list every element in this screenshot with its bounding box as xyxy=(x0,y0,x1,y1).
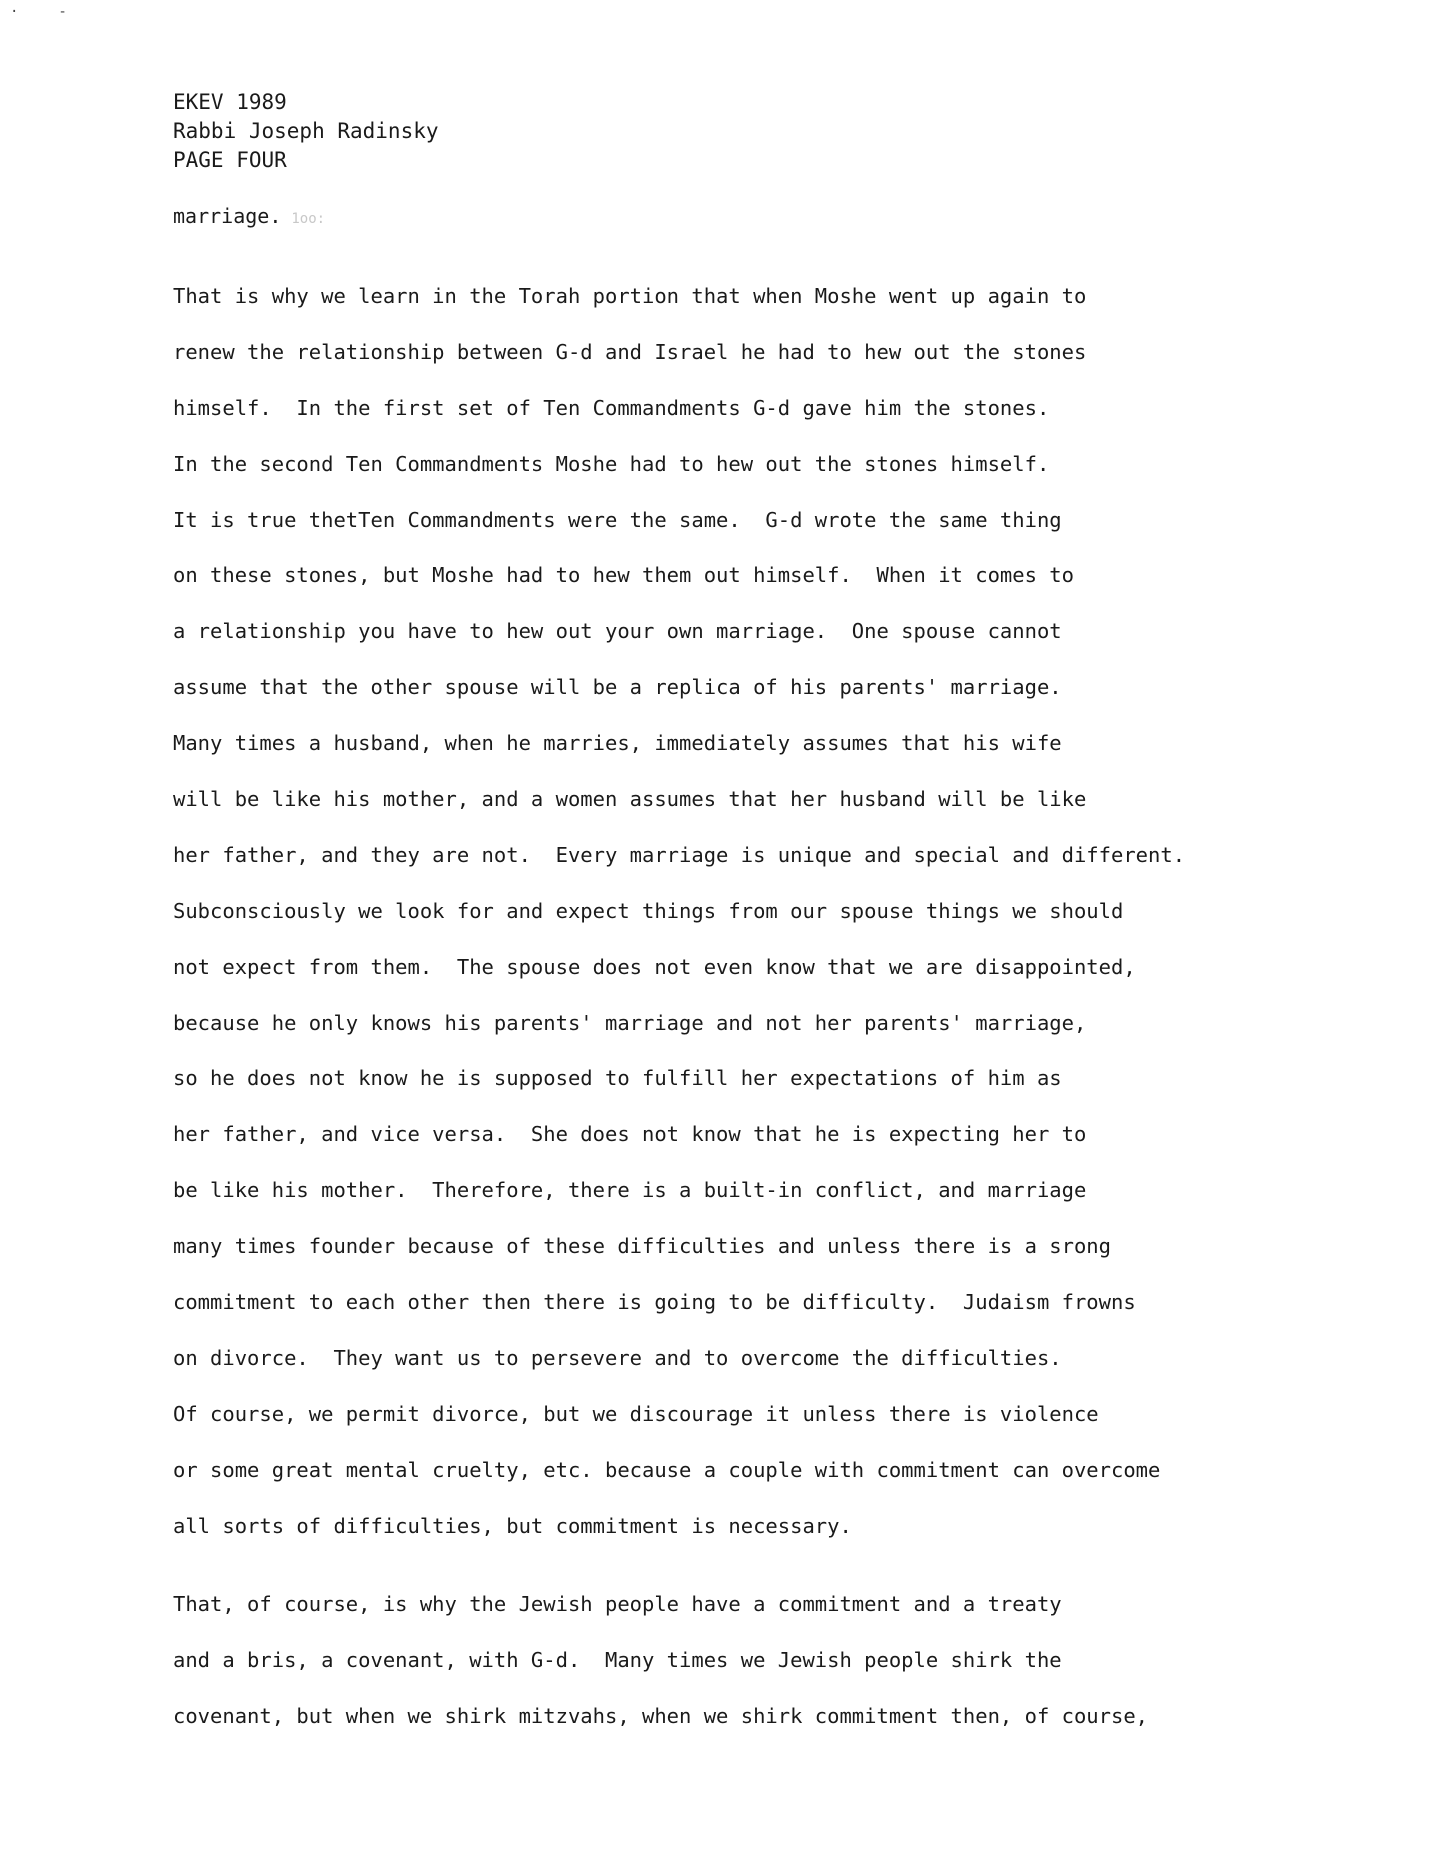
text-line: or some great mental cruelty, etc. because a couple with commitment can overcome xyxy=(173,1457,1161,1482)
document-header xyxy=(173,88,439,175)
scan-specks: ·‐ xyxy=(10,4,107,20)
text-line: on these stones, but Moshe had to hew them out himself. When it comes to xyxy=(173,563,1074,588)
text-line: renew the relationship between G-d and Israel he had to hew out the stones xyxy=(173,339,1087,364)
text-line: her father, and they are not. Every marriage is unique and special and different. xyxy=(173,842,1186,867)
text-line: her father, and vice versa. She does not know that he is expecting her to xyxy=(173,1122,1087,1147)
header-author: Rabbi Joseph Radinsky xyxy=(173,119,439,143)
text-line: not expect from them. The spouse does not even know that we are disappointed, xyxy=(173,954,1136,979)
text-line: will be like his mother, and a women assumes that her husband will be like xyxy=(173,787,1087,812)
text-line: commitment to each other then there is going to be difficulty. Judaism frowns xyxy=(173,1290,1136,1315)
text-line: That is why we learn in the Torah portion that when Moshe went up again to xyxy=(173,284,1087,308)
text-line: many times founder because of these difficulties and unless there is a srong xyxy=(173,1234,1111,1259)
text-line: himself. In the first set of Ten Commandments G-d gave him the stones. xyxy=(173,395,1050,420)
text-line: That, of course, is why the Jewish people have a commitment and a treaty xyxy=(173,1592,1062,1616)
text-line: assume that the other spouse will be a replica of his parents' marriage. xyxy=(173,675,1062,700)
text-line: covenant, but when we shirk mitzvahs, when we shirk commitment then, of course, xyxy=(173,1703,1149,1728)
header-page-number: PAGE FOUR xyxy=(173,148,287,172)
text-line: and a bris, a covenant, with G-d. Many times we Jewish people shirk the xyxy=(173,1647,1062,1672)
text-line: It is true thetTen Commandments were the same. G-d wrote the same thing xyxy=(173,507,1062,532)
paragraph-2 xyxy=(173,1590,1148,1758)
text-line: Of course, we permit divorce, but we discourage it unless there is violence xyxy=(173,1401,1099,1426)
header-title: EKEV 1989 xyxy=(173,90,287,114)
text-line: on divorce. They want us to persevere and to overcome the difficulties. xyxy=(173,1345,1062,1370)
text-line: In the second Ten Commandments Moshe had to hew out the stones himself. xyxy=(173,451,1050,476)
text-line: all sorts of difficulties, but commitment is necessary. xyxy=(173,1513,852,1538)
text-line: because he only knows his parents' marriage and not her parents' marriage, xyxy=(173,1010,1087,1035)
paragraph-1 xyxy=(173,282,1185,1567)
faint-mark: 1oo: xyxy=(291,211,326,227)
carryover-line xyxy=(173,202,325,233)
text-line: a relationship you have to hew out your own marriage. One spouse cannot xyxy=(173,619,1062,644)
carryover-text: marriage. xyxy=(173,204,282,228)
text-line: be like his mother. Therefore, there is a built-in conflict, and marriage xyxy=(173,1178,1087,1203)
text-line: Many times a husband, when he marries, immediately assumes that his wife xyxy=(173,731,1062,756)
text-line: Subconsciously we look for and expect things from our spouse things we should xyxy=(173,898,1124,923)
text-line: so he does not know he is supposed to fulfill her expectations of him as xyxy=(173,1066,1062,1091)
